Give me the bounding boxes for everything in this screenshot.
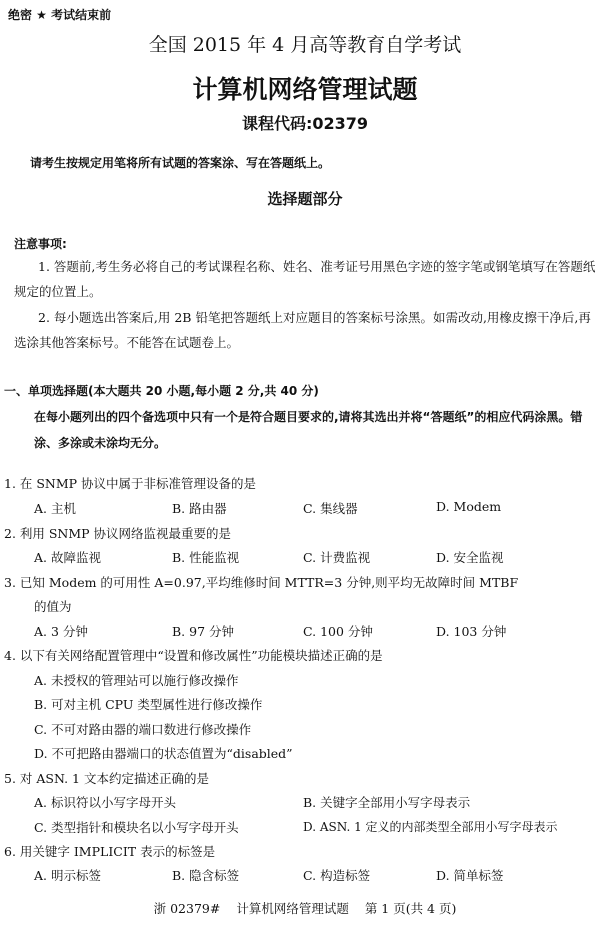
option-a: A. 3 分钟 (34, 624, 88, 639)
option-c: C. 类型指针和模块名以小写字母开头 (34, 820, 239, 835)
option-c: C. 不可对路由器的端口数进行修改操作 (34, 722, 252, 737)
page-footer (0, 899, 610, 917)
option-a: A. 未授权的管理站可以施行修改操作 (34, 673, 239, 688)
part-title: 选择题部分 (267, 190, 343, 208)
option-d: D. 103 分钟 (436, 624, 507, 639)
option-b: B. 97 分钟 (172, 624, 235, 639)
note-item: 2. 每小题选出答案后,用 2B 铅笔把答题纸上对应题目的答案标号涂黑。如需改动,用橡皮擦干净后,再选涂其他答案标号。不能答在试题卷上。 (14, 310, 591, 350)
secret-mark: 绝密 ★ 考试结束前 (8, 8, 112, 22)
option-c: C. 计费监视 (303, 550, 371, 565)
question-stem-continued: 的值为 (34, 599, 72, 614)
option-c: C. 集线器 (303, 501, 358, 516)
footer-title: 计算机网络管理试题 (236, 901, 349, 916)
option-a: A. 标识符以小写字母开头 (34, 795, 176, 810)
footer-code: 浙 02379# (153, 901, 221, 916)
notes-heading: 注意事项: (14, 237, 67, 251)
option-b: B. 可对主机 CPU 类型属性进行修改操作 (34, 697, 263, 712)
answer-instruction: 请考生按规定用笔将所有试题的答案涂、写在答题纸上。 (30, 156, 331, 170)
option-b: B. 隐含标签 (172, 868, 240, 883)
option-a: A. 主机 (34, 501, 76, 516)
option-d: D. ASN. 1 定义的内部类型全部用小写字母表示 (303, 820, 558, 834)
note-item: 1. 答题前,考生务必将自己的考试课程名称、姓名、准考证号用黑色字迹的签字笔或钢笔填写在答题纸规定的位置上。 (14, 259, 596, 299)
option-d: D. 不可把路由器端口的状态值置为“disabled” (34, 746, 293, 761)
option-b: B. 性能监视 (172, 550, 240, 565)
course-code: 课程代码:02379 (241, 114, 369, 133)
question-stem: 1. 在 SNMP 协议中属于非标准管理设备的是 (4, 476, 257, 491)
section-description: 在每小题列出的四个备选项中只有一个是符合题目要求的,请将其选出并将“答题纸”的相应代码涂黑。错涂、多涂或未涂均无分。 (34, 410, 583, 450)
option-d: D. 简单标签 (436, 868, 504, 883)
section-heading: 一、单项选择题(本大题共 20 小题,每小题 2 分,共 40 分) (4, 384, 319, 398)
question-stem: 6. 用关键字 IMPLICIT 表示的标签是 (4, 844, 216, 859)
question-stem: 4. 以下有关网络配置管理中“设置和修改属性”功能模块描述正确的是 (4, 648, 383, 663)
option-b: B. 路由器 (172, 501, 227, 516)
option-d: D. 安全监视 (436, 550, 504, 565)
question-stem: 5. 对 ASN. 1 文本约定描述正确的是 (4, 771, 209, 786)
option-b: B. 关键字全部用小写字母表示 (303, 795, 471, 810)
question-stem: 2. 利用 SNMP 协议网络监视最重要的是 (4, 526, 232, 541)
option-c: C. 100 分钟 (303, 624, 373, 639)
question-stem: 3. 已知 Modem 的可用性 A=0.97,平均维修时间 MTTR=3 分钟,则平均无故障时间 MTBF (4, 575, 519, 590)
option-a: A. 故障监视 (34, 550, 101, 565)
option-c: C. 构造标签 (303, 868, 371, 883)
option-a: A. 明示标签 (34, 868, 101, 883)
footer-page-number: 第 1 页(共 4 页) (364, 901, 457, 916)
option-d: D. Modem (436, 499, 502, 514)
paper-title: 计算机网络管理试题 (192, 75, 418, 104)
exam-title: 全国 2015 年 4 月高等教育自学考试 (148, 34, 462, 56)
